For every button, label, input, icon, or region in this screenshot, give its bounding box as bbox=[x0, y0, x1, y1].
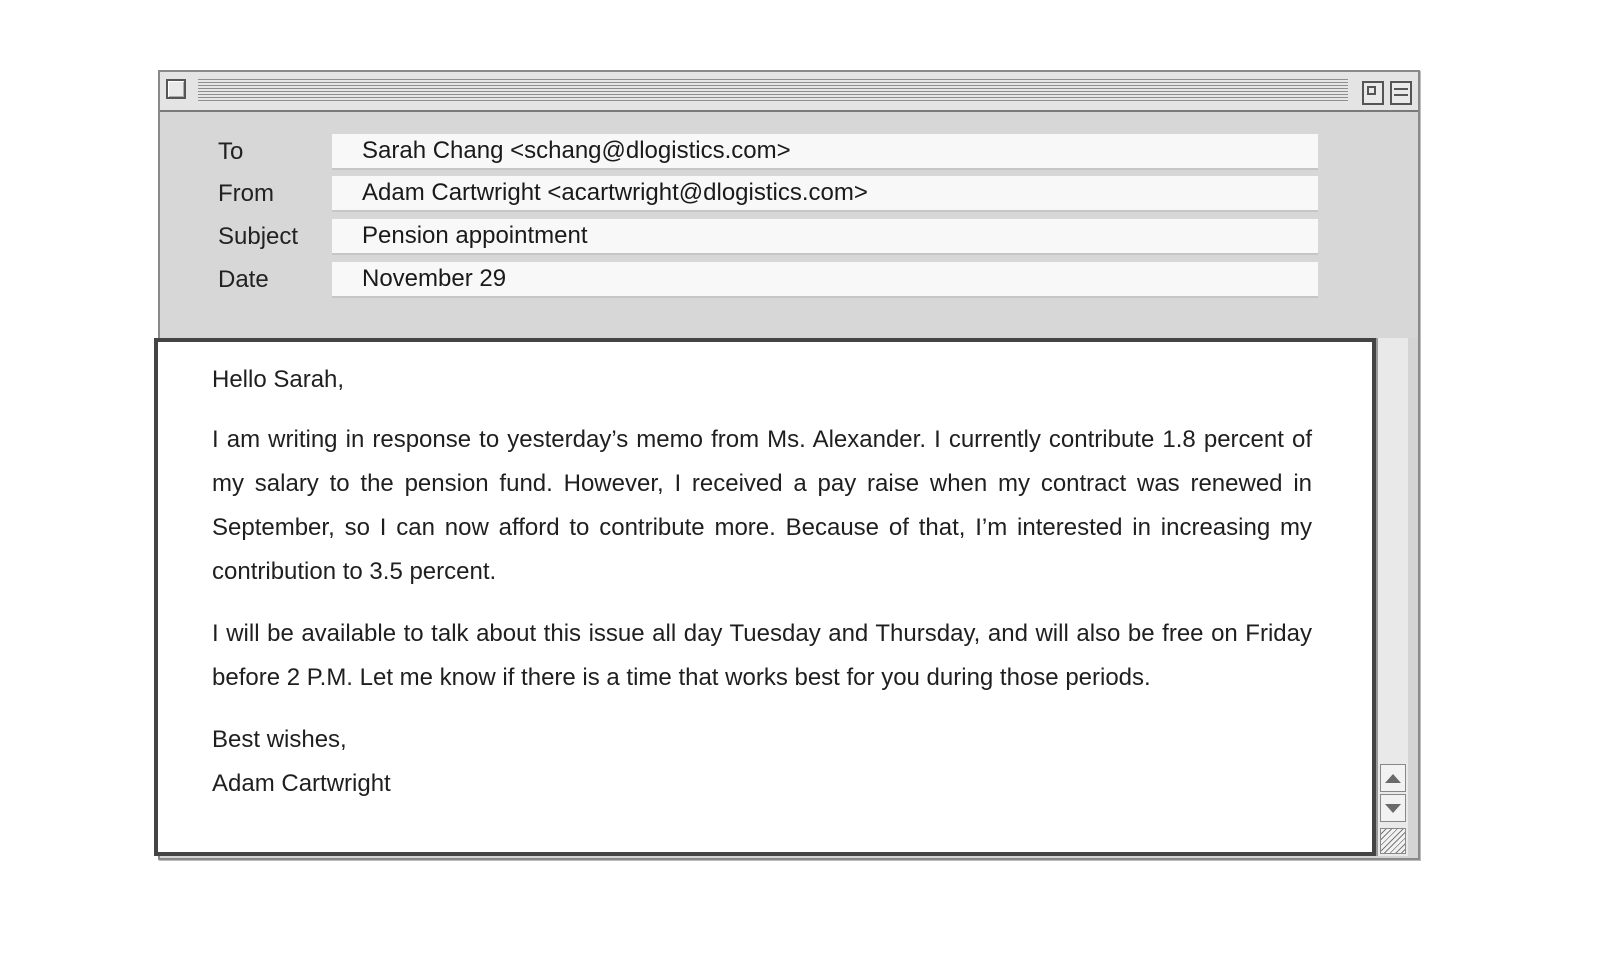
from-field[interactable]: Adam Cartwright <acartwright@dlogistics.com> bbox=[332, 176, 1318, 212]
scroll-down-arrow-icon bbox=[1385, 804, 1401, 813]
to-field[interactable]: Sarah Chang <schang@dlogistics.com> bbox=[332, 134, 1318, 170]
collapse-box-icon[interactable] bbox=[1390, 81, 1412, 105]
message-text bbox=[212, 362, 1312, 806]
scroll-up-button[interactable] bbox=[1380, 764, 1406, 792]
resize-grip-icon[interactable] bbox=[1380, 828, 1406, 854]
email-window bbox=[158, 70, 1420, 860]
to-row bbox=[160, 132, 1418, 172]
scroll-up-arrow-icon bbox=[1385, 774, 1401, 783]
subject-label: Subject bbox=[218, 223, 299, 250]
title-bar-stripes bbox=[198, 79, 1348, 103]
to-label: To bbox=[218, 138, 244, 165]
subject-row bbox=[160, 217, 1418, 257]
close-box-icon[interactable] bbox=[166, 79, 186, 99]
message-body[interactable] bbox=[154, 338, 1376, 856]
title-bar[interactable] bbox=[160, 72, 1418, 112]
scroll-down-button[interactable] bbox=[1380, 794, 1406, 822]
greeting: Hello Sarah, bbox=[212, 366, 345, 393]
from-row bbox=[160, 174, 1418, 214]
email-header bbox=[160, 112, 1418, 338]
vertical-scrollbar[interactable] bbox=[1376, 338, 1408, 856]
paragraph-1: I am writing in response to yesterday’s memo from Ms. Alexander. I currently contribute 1.8 percent of my salary to the pension fund. However, I received a pay raise when my contract was renewed in September, so I can now afford to contribute more. Because of that, I’m interested in increasing my contribution to 3.5 percent. bbox=[212, 426, 1312, 585]
closing: Best wishes, bbox=[212, 726, 347, 753]
paragraph-2: I will be available to talk about this issue all day Tuesday and Thursday, and will also be free on Friday before 2 P.M. Let me know if there is a time that works best for you during those periods. bbox=[212, 620, 1312, 691]
date-field[interactable]: November 29 bbox=[332, 262, 1318, 298]
from-label: From bbox=[218, 180, 274, 207]
zoom-box-icon[interactable] bbox=[1362, 81, 1384, 105]
date-label: Date bbox=[218, 266, 269, 293]
date-row bbox=[160, 260, 1418, 300]
subject-field[interactable]: Pension appointment bbox=[332, 219, 1318, 255]
signature: Adam Cartwright bbox=[212, 770, 391, 797]
